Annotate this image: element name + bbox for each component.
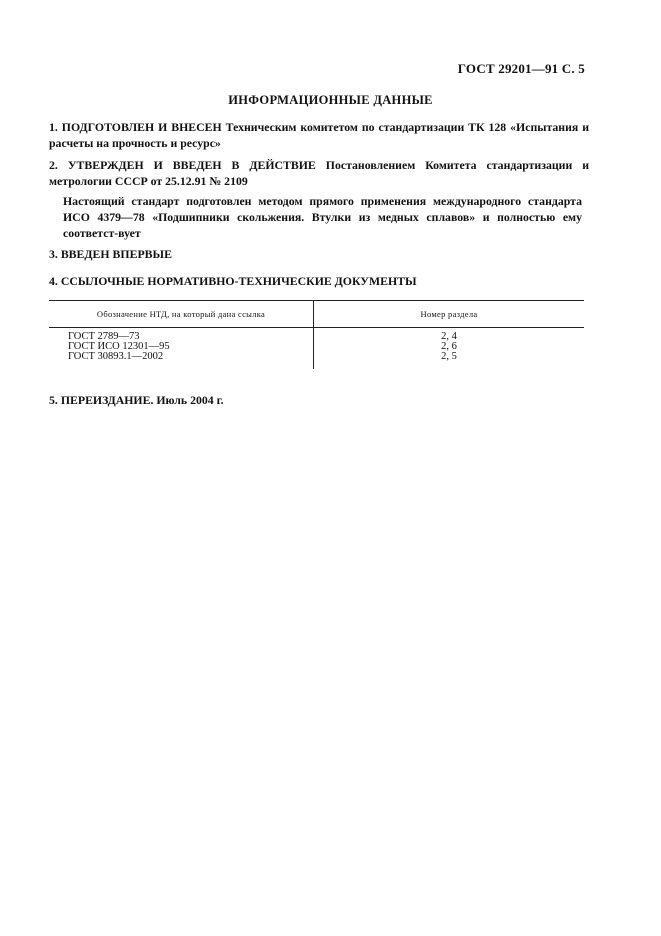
section-ref: 2, 5 [441,351,457,362]
info-item-4 [49,273,589,289]
column-header-section: Номер раздела [314,301,585,328]
section-ref: 2, 4 [441,331,457,342]
page-title: ИНФОРМАЦИОННЫЕ ДАННЫЕ [228,93,433,107]
item-text: Постановлением Комитета стандартизации и метрологии СССР от 25.12.91 № 2109 [49,158,590,188]
section-cell [314,328,585,370]
document-ref: ГОСТ ИСО 12301—95 [68,341,170,352]
info-item-1 [49,119,589,151]
column-header-document: Обозначение НТД, на который дана ссылка [49,301,314,328]
item-number: 2. [49,158,58,172]
item-number: 3. [49,247,58,261]
item-heading: УТВЕРЖДЕН И ВВЕДЕН В ДЕЙСТВИЕ [67,158,316,172]
references-table [49,300,584,369]
document-ref: ГОСТ 2789—73 [68,331,140,342]
item-number: 1. [49,120,58,134]
item-heading: ПЕРЕИЗДАНИЕ. [60,393,154,407]
info-item-5 [49,392,589,408]
item-heading: ПОДГОТОВЛЕН И ВНЕСЕН [61,120,222,134]
document-header: ГОСТ 29201—91 С. 5 [457,61,585,76]
item-number: 5. [49,393,58,407]
document-cell [49,328,314,370]
section-ref: 2, 6 [441,341,457,352]
document-ref: ГОСТ 30893.1—2002 [68,351,164,362]
item-number: 4. [49,274,58,288]
item-text: Июль 2004 г. [156,393,224,407]
item-heading: ВВЕДЕН ВПЕРВЫЕ [60,247,172,261]
info-item-2 [49,157,589,189]
table-row [49,328,584,370]
item-heading: ССЫЛОЧНЫЕ НОРМАТИВНО-ТЕХНИЧЕСКИЕ ДОКУМЕНТЫ [60,274,417,288]
item-text: Техническим комитетом по стандартизации ТК 128 «Испытания и расчеты на прочность и ресурс» [49,120,589,150]
info-item-3 [49,246,589,262]
standard-note-paragraph: Настоящий стандарт подготовлен методом прямого применения международного стандарта ИСО 4379—78 «Подшипники скольжения. Втулки из медных сплавов» и полностью ему соответст-вует [63,194,582,240]
table-header-row [49,301,584,328]
